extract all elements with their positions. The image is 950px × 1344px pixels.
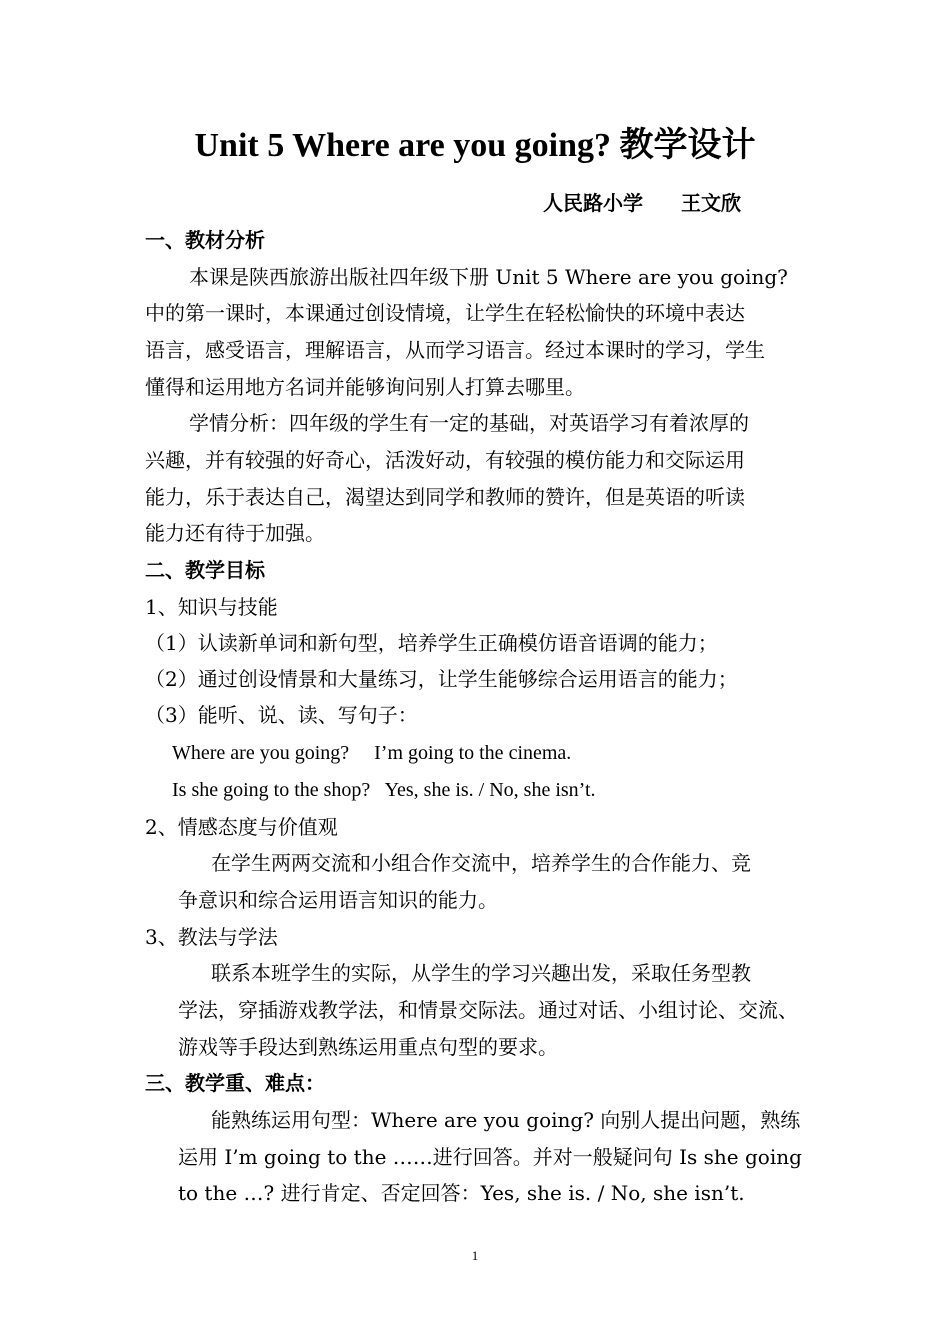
paragraph-line: 游戏等手段达到熟练运用重点句型的要求。 <box>178 1035 558 1059</box>
example-sentence: Where are you going? I’m going to the cinema. <box>172 742 572 764</box>
subheading-knowledge: 1、知识与技能 <box>145 595 278 619</box>
objective-item: （2）通过创设情景和大量练习，让学生能够综合运用语言的能力； <box>145 667 738 691</box>
section-heading-3: 三、教学重、难点： <box>145 1071 325 1095</box>
paragraph-line: to the …? 进行肯定、否定回答：Yes, she is. / No, she isn’t. <box>178 1181 745 1205</box>
author-school: 人民路小学 <box>543 191 643 215</box>
paragraph-line: 联系本班学生的实际，从学生的学习兴趣出发，采取任务型教 <box>211 961 751 985</box>
document-title: Unit 5 Where are you going? 教学设计 <box>194 127 756 164</box>
paragraph-line: 懂得和运用地方名词并能够询问别人打算去哪里。 <box>145 375 585 399</box>
paragraph-line: 本课是陕西旅游出版社四年级下册 Unit 5 Where are you going? <box>189 265 788 289</box>
objective-item: （3）能听、说、读、写句子： <box>145 703 418 727</box>
example-sentence: Is she going to the shop? Yes, she is. / No, she isn’t. <box>172 779 596 801</box>
paragraph-line: 能力还有待于加强。 <box>145 521 325 545</box>
section-heading-2: 二、教学目标 <box>145 558 265 582</box>
objective-item: （1）认读新单词和新句型，培养学生正确模仿语音语调的能力； <box>145 631 718 655</box>
paragraph-line: 兴趣，并有较强的好奇心，活泼好动，有较强的模仿能力和交际运用 <box>145 448 745 472</box>
paragraph-line: 中的第一课时，本课通过创设情境，让学生在轻松愉快的环境中表达 <box>145 301 745 325</box>
page-number: 1 <box>471 1248 479 1263</box>
subheading-method: 3、教法与学法 <box>145 925 278 949</box>
paragraph-line: 能熟练运用句型：Where are you going? 向别人提出问题，熟练 <box>211 1108 801 1132</box>
paragraph-line: 运用 I’m going to the ……进行回答。并对一般疑问句 Is she going <box>178 1145 802 1169</box>
paragraph-line: 争意识和综合运用语言知识的能力。 <box>178 888 498 912</box>
section-heading-1: 一、教材分析 <box>145 228 265 252</box>
paragraph-line: 能力，乐于表达自己，渴望达到同学和教师的赞许，但是英语的听读 <box>145 485 745 509</box>
author-line <box>543 188 741 218</box>
author-name: 王文欣 <box>681 191 741 215</box>
paragraph-line: 学法，穿插游戏教学法，和情景交际法。通过对话、小组讨论、交流、 <box>178 998 798 1022</box>
paragraph-line: 在学生两两交流和小组合作交流中，培养学生的合作能力、竞 <box>211 851 751 875</box>
paragraph-line: 语言，感受语言，理解语言，从而学习语言。经过本课时的学习，学生 <box>145 338 765 362</box>
paragraph-line: 学情分析：四年级的学生有一定的基础，对英语学习有着浓厚的 <box>189 411 749 435</box>
subheading-attitude: 2、情感态度与价值观 <box>145 815 338 839</box>
